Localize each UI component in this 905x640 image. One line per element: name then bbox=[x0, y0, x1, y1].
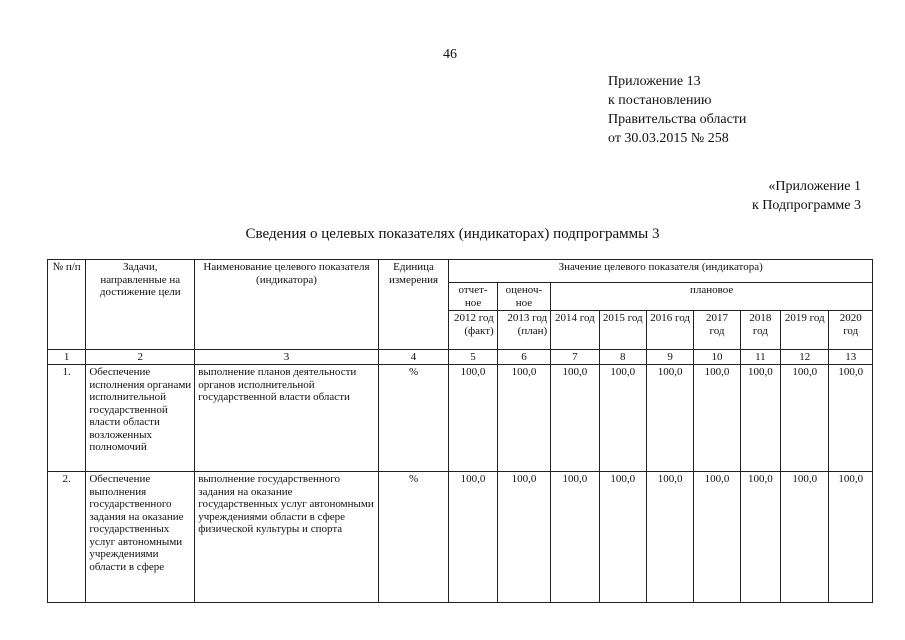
row-value: 100,0 bbox=[829, 472, 873, 603]
appendix-header bbox=[608, 72, 746, 148]
column-number: 3 bbox=[195, 350, 379, 365]
row-value: 100,0 bbox=[740, 365, 780, 472]
header-value: Значение целевого показателя (индикатора) bbox=[449, 260, 873, 283]
column-number: 2 bbox=[86, 350, 195, 365]
row-value: 100,0 bbox=[740, 472, 780, 603]
subprogram-appendix-line-2: к Подпрограмме 3 bbox=[751, 198, 861, 213]
column-number: 9 bbox=[646, 350, 693, 365]
row-value: 100,0 bbox=[551, 472, 599, 603]
row-value: 100,0 bbox=[694, 472, 740, 603]
header-2017: 2017 год bbox=[694, 311, 740, 350]
row-value: 100,0 bbox=[781, 472, 829, 603]
appendix-line-4: от 30.03.2015 № 258 bbox=[608, 131, 729, 146]
header-2013: 2013 год (план) bbox=[497, 311, 550, 350]
indicators-table bbox=[47, 259, 873, 603]
header-2020: 2020 год bbox=[829, 311, 873, 350]
row-value: 100,0 bbox=[646, 365, 693, 472]
header-unit: Единица измерения bbox=[378, 260, 449, 350]
table-row bbox=[48, 472, 873, 603]
row-value: 100,0 bbox=[449, 365, 497, 472]
column-number: 12 bbox=[781, 350, 829, 365]
row-value: 100,0 bbox=[551, 365, 599, 472]
row-indicator: выполнение государственного задания на оказание государственных услуг автономными учреждениями области в сфере физической культуры и спорта bbox=[195, 472, 379, 603]
row-value: 100,0 bbox=[599, 365, 646, 472]
column-number: 11 bbox=[740, 350, 780, 365]
appendix-line-2: к постановлению bbox=[608, 93, 712, 108]
page-number: 46 bbox=[443, 47, 457, 62]
table-row bbox=[48, 365, 873, 472]
subprogram-appendix-header bbox=[752, 177, 861, 215]
row-task: Обеспечение выполнения государственного задания на оказание государственных услуг автономными учреждениями области в сфере bbox=[86, 472, 195, 603]
header-2018: 2018 год bbox=[740, 311, 780, 350]
column-number: 8 bbox=[599, 350, 646, 365]
appendix-line-3: Правительства области bbox=[608, 112, 747, 127]
header-num: № п/п bbox=[48, 260, 86, 350]
column-number: 7 bbox=[551, 350, 599, 365]
header-2015: 2015 год bbox=[599, 311, 646, 350]
row-unit: % bbox=[378, 472, 449, 603]
header-2019: 2019 год bbox=[781, 311, 829, 350]
header-planned: плановое bbox=[551, 283, 873, 311]
header-report: отчет-ное bbox=[449, 283, 497, 311]
column-number: 6 bbox=[497, 350, 550, 365]
header-indicator: Наименование целевого показателя (индикатора) bbox=[195, 260, 379, 350]
column-number: 10 bbox=[694, 350, 740, 365]
row-value: 100,0 bbox=[497, 472, 550, 603]
column-number: 13 bbox=[829, 350, 873, 365]
document-title: Сведения о целевых показателях (индикаторах) подпрограммы 3 bbox=[245, 226, 660, 242]
row-value: 100,0 bbox=[599, 472, 646, 603]
table-header-row bbox=[48, 260, 873, 283]
row-num: 2. bbox=[48, 472, 86, 603]
header-estimate: оценоч-ное bbox=[497, 283, 550, 311]
column-number-row bbox=[48, 350, 873, 365]
row-value: 100,0 bbox=[829, 365, 873, 472]
column-number: 4 bbox=[378, 350, 449, 365]
appendix-line-1: Приложение 13 bbox=[608, 74, 701, 89]
header-2014: 2014 год bbox=[551, 311, 599, 350]
column-number: 1 bbox=[48, 350, 86, 365]
column-number: 5 bbox=[449, 350, 497, 365]
row-value: 100,0 bbox=[497, 365, 550, 472]
row-indicator: выполнение планов деятельности органов исполнительной государственной власти области bbox=[195, 365, 379, 472]
row-unit: % bbox=[378, 365, 449, 472]
header-2012: 2012 год (факт) bbox=[449, 311, 497, 350]
header-tasks: Задачи, направленные на достижение цели bbox=[86, 260, 195, 350]
row-value: 100,0 bbox=[449, 472, 497, 603]
row-num: 1. bbox=[48, 365, 86, 472]
row-value: 100,0 bbox=[781, 365, 829, 472]
subprogram-appendix-line-1: «Приложение 1 bbox=[768, 179, 861, 194]
row-value: 100,0 bbox=[646, 472, 693, 603]
header-2016: 2016 год bbox=[646, 311, 693, 350]
row-value: 100,0 bbox=[694, 365, 740, 472]
row-task: Обеспечение исполнения органами исполнительной государственной власти области возложенных полномочий bbox=[86, 365, 195, 472]
